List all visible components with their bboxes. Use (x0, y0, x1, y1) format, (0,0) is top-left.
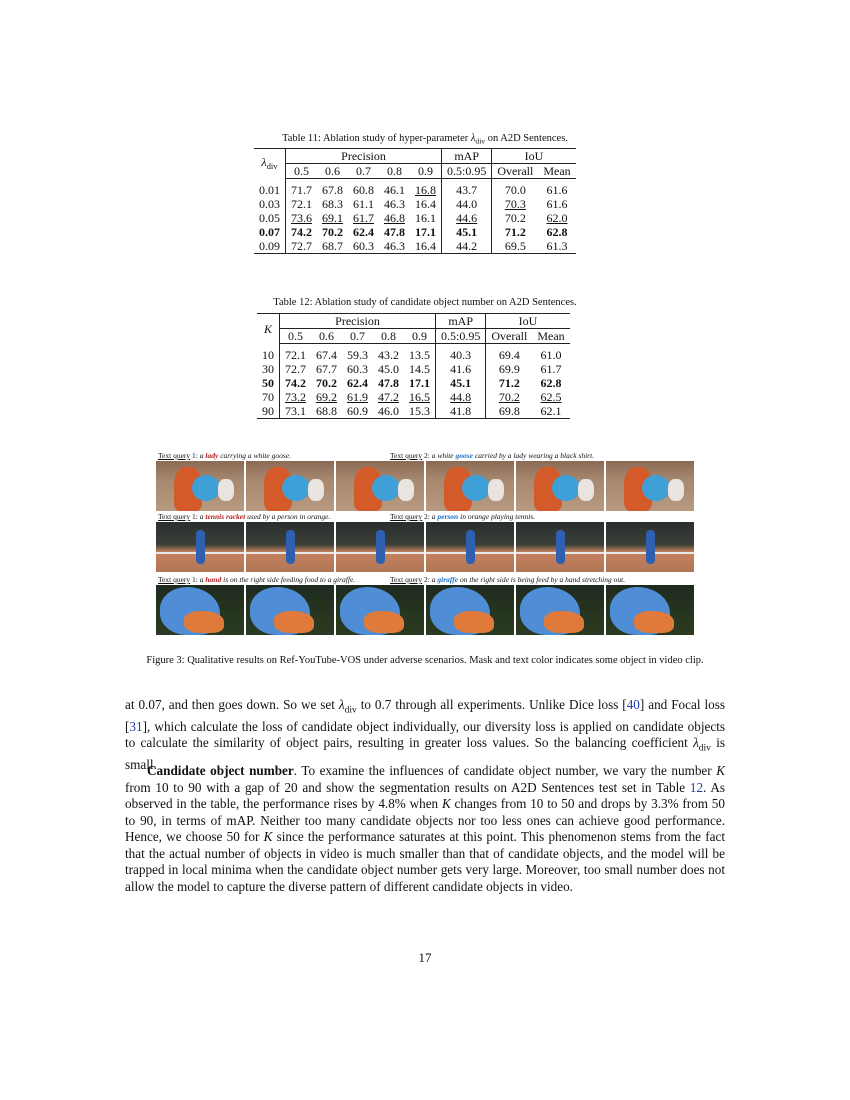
row-key: 50 (257, 376, 280, 390)
query-lady: Text query 1: a lady carrying a white goose. (158, 451, 292, 460)
video-frame (426, 585, 514, 635)
video-frame (426, 522, 514, 572)
video-frame (606, 585, 694, 635)
table-row (254, 239, 576, 254)
table-cell: 17.1 (410, 225, 442, 239)
table-cell: 43.2 (378, 348, 399, 362)
table-cell: 47.2 (378, 390, 399, 404)
table-cell: 45.1 (442, 225, 492, 239)
table-cell: 68.8 (311, 404, 342, 419)
table-cell: 72.1 (285, 348, 306, 362)
table-cell: 71.2 (504, 225, 526, 239)
table12-column-header: Mean (532, 329, 569, 344)
table-cell: 17.1 (404, 376, 436, 390)
table-cell: 62.4 (347, 376, 368, 390)
table-cell: 67.7 (316, 362, 337, 376)
table-row (257, 344, 570, 363)
table-cell: 73.1 (280, 404, 312, 419)
table-cell: 47.8 (384, 225, 405, 239)
table12-group-iou: IoU (486, 314, 570, 329)
table11-column-header: 0.9 (410, 164, 442, 179)
figure3-caption: Figure 3: Qualitative results on Ref-YouTube-VOS under adverse scenarios. Mask and text color indicates some object in video clip. (146, 655, 704, 666)
row-key: 0.01 (254, 179, 286, 198)
video-frame (156, 522, 244, 572)
table-cell: 16.4 (410, 197, 442, 211)
video-frame (156, 461, 244, 511)
table-cell: 70.2 (498, 390, 520, 404)
table-cell: 60.8 (353, 183, 374, 197)
table11-group-map: mAP (442, 149, 492, 164)
video-frame (336, 461, 424, 511)
table-cell: 62.4 (353, 225, 374, 239)
table-cell: 61.6 (546, 183, 568, 197)
table-cell: 67.8 (322, 183, 343, 197)
table-cell: 41.8 (436, 404, 486, 419)
table12-column-header: 0.8 (373, 329, 404, 344)
table11-column-header: 0.8 (379, 164, 410, 179)
table-row (254, 211, 576, 225)
row-key: 0.09 (254, 239, 286, 254)
table-cell: 16.5 (404, 390, 436, 404)
table11-group-iou: IoU (492, 149, 576, 164)
table12-column-headers (257, 329, 570, 344)
table-cell: 16.8 (410, 179, 442, 198)
table12 (257, 313, 570, 419)
table12-column-header: 0.5 (280, 329, 312, 344)
video-frame (336, 585, 424, 635)
row-key: 30 (257, 362, 280, 376)
table-cell: 73.6 (291, 211, 312, 225)
table-cell: 67.4 (316, 348, 337, 362)
table-cell: 62.5 (540, 390, 562, 404)
table12-caption: Table 12: Ablation study of candidate object number on A2D Sentences. (273, 297, 577, 308)
frames-goose (156, 461, 694, 511)
table-cell: 72.7 (286, 239, 318, 254)
table-cell: 60.3 (347, 362, 368, 376)
table-cell: 41.6 (436, 362, 486, 376)
table-cell: 74.2 (291, 225, 312, 239)
paragraph-candidate-object-number: Candidate object number. To examine the influences of candidate object number, we vary the number K from 10 to 90 with a gap of 20 and show the segmentation results on A2D Sentences test set in Table 12. As observed in the table, the performance rises by 4.8% when K changes from 10 to 50 and drops by 3.3% from 50 to 90, in terms of mAP. Neither too many candidate objects nor too less ones can achieve good performance. Hence, we choose 50 for K since the performance saturates at this point. This phenomenon stems from the fact that the actual number of objects in video is much smaller than that of candidate objects, and the model will be trapped in local minima when the candidate object number gets very large. Moreover, too small number does not allow the model to capture the diverse pattern of different candidate objects in video. (125, 763, 725, 894)
table-cell: 61.7 (353, 211, 374, 225)
video-frame (516, 461, 604, 511)
table-cell: 68.7 (317, 239, 348, 254)
row-key: 0.03 (254, 197, 286, 211)
table11-column-header: 0.7 (348, 164, 379, 179)
table12-column-header: 0.6 (311, 329, 342, 344)
row-key: 90 (257, 404, 280, 419)
row-key: 70 (257, 390, 280, 404)
frames-tennis (156, 522, 694, 572)
table12-column-header: Overall (486, 329, 532, 344)
table-row (257, 362, 570, 376)
table-cell: 74.2 (285, 376, 306, 390)
table12-group-map: mAP (436, 314, 486, 329)
table-row (257, 404, 570, 419)
query-person: Text query 2: a person in orange playing tennis. (390, 512, 536, 521)
table-cell: 61.9 (347, 390, 368, 404)
paragraph-heading: Candidate object number (147, 763, 294, 778)
table-cell: 61.6 (546, 197, 568, 211)
video-frame (336, 522, 424, 572)
table-cell: 72.1 (291, 197, 312, 211)
table-cell: 69.2 (316, 390, 337, 404)
table-cell: 62.8 (540, 376, 562, 390)
table-row (254, 225, 576, 239)
table-cell: 71.7 (291, 183, 312, 197)
table-cell: 62.8 (546, 225, 568, 239)
video-frame (426, 461, 514, 511)
video-frame (246, 585, 334, 635)
table-cell: 69.9 (498, 362, 520, 376)
table11-column-header: 0.5:0.95 (442, 164, 492, 179)
table-cell: 14.5 (404, 362, 436, 376)
page-number: 17 (418, 950, 432, 965)
table11-row-header: $\lambda_{div}$ (254, 149, 286, 179)
table-cell: 44.2 (442, 239, 492, 254)
table11 (254, 148, 576, 254)
table-cell: 70.0 (504, 183, 526, 197)
table-cell: 61.1 (353, 197, 374, 211)
table12-group-precision: Precision (280, 314, 436, 329)
table-cell: 61.7 (540, 362, 562, 376)
table11-column-header: 0.6 (317, 164, 348, 179)
video-frame (606, 461, 694, 511)
table-cell: 44.0 (442, 197, 492, 211)
table-cell: 40.3 (436, 344, 486, 363)
table-cell: 69.4 (498, 348, 520, 362)
query-goose: Text query 2: a white goose carried by a lady wearing a black shirt. (390, 451, 595, 460)
table12-column-header: 0.9 (404, 329, 436, 344)
table-cell: 70.2 (504, 211, 526, 225)
table-cell: 13.5 (404, 344, 436, 363)
video-frame (246, 522, 334, 572)
table-cell: 46.1 (384, 183, 405, 197)
table-cell: 15.3 (404, 404, 436, 419)
table-cell: 70.3 (504, 197, 526, 211)
video-frame (246, 461, 334, 511)
table-ref-12[interactable]: 12 (689, 779, 704, 795)
table-cell: 60.3 (348, 239, 379, 254)
query-tennis-racket: Text query 1: a tennis racket used by a person in orange. (158, 512, 331, 521)
table-cell: 16.1 (410, 211, 442, 225)
video-frame (156, 585, 244, 635)
table12-column-header: 0.7 (342, 329, 373, 344)
citation-31[interactable]: 31 (129, 718, 143, 734)
table12-row-header: K (257, 314, 280, 344)
table-cell: 46.3 (379, 239, 410, 254)
table-row (257, 390, 570, 404)
table-cell: 69.1 (322, 211, 343, 225)
table-cell: 70.2 (322, 225, 343, 239)
row-key: 10 (257, 344, 280, 363)
table11-column-header: 0.5 (286, 164, 318, 179)
table-cell: 47.8 (378, 376, 399, 390)
table-cell: 69.8 (486, 404, 532, 419)
table12-column-header: 0.5:0.95 (436, 329, 486, 344)
table-row (257, 376, 570, 390)
row-key: 0.07 (254, 225, 286, 239)
table-cell: 60.9 (342, 404, 373, 419)
table-cell: 44.8 (436, 390, 486, 404)
table-cell: 45.0 (378, 362, 399, 376)
citation-40[interactable]: 40 (626, 697, 640, 712)
row-key: 0.05 (254, 211, 286, 225)
table-cell: 46.3 (384, 197, 405, 211)
table-cell: 62.1 (532, 404, 569, 419)
table-row (254, 179, 576, 198)
table-cell: 72.7 (285, 362, 306, 376)
frames-giraffe (156, 585, 694, 635)
table-cell: 73.2 (285, 390, 306, 404)
video-frame (516, 522, 604, 572)
table-row (254, 197, 576, 211)
query-hand: Text query 1: a hand is on the right side feeding food to a giraffe. (158, 575, 356, 584)
table-cell: 16.4 (410, 239, 442, 254)
table-cell: 69.5 (492, 239, 538, 254)
table-cell: 68.3 (322, 197, 343, 211)
table11-caption: Table 11: Ablation study of hyper-parameter $\lambda_{div}$ on A2D Sentences. (282, 133, 568, 146)
table11-column-header: Mean (538, 164, 575, 179)
table-cell: 61.0 (540, 348, 562, 362)
video-frame (516, 585, 604, 635)
table-cell: 62.0 (546, 211, 568, 225)
table-cell: 61.3 (538, 239, 575, 254)
table-cell: 44.6 (442, 211, 492, 225)
table11-group-precision: Precision (286, 149, 442, 164)
table11-column-header: Overall (492, 164, 538, 179)
table-cell: 59.3 (347, 348, 368, 362)
table-cell: 43.7 (442, 179, 492, 198)
table11-column-headers (254, 164, 576, 179)
table-cell: 46.0 (373, 404, 404, 419)
table-cell: 71.2 (498, 376, 520, 390)
query-giraffe: Text query 2: a giraffe on the right side is being feed by a hand stretching out. (390, 575, 626, 584)
table-cell: 45.1 (436, 376, 486, 390)
table-cell: 46.8 (384, 211, 405, 225)
video-frame (606, 522, 694, 572)
table-cell: 70.2 (316, 376, 337, 390)
paragraph-lambda-discussion: at 0.07, and then goes down. So we set $\lambda_{div}$ to 0.7 through all experiments. Unlike Dice loss [40] and Focal loss [31], which calculate the loss of candidate object individually, our diversity loss is applied on candidate objects to calculate the similarity of object pairs, resulting in greater loss values. So the balancing coefficient $\lambda_{div}$ is small. (125, 697, 725, 773)
